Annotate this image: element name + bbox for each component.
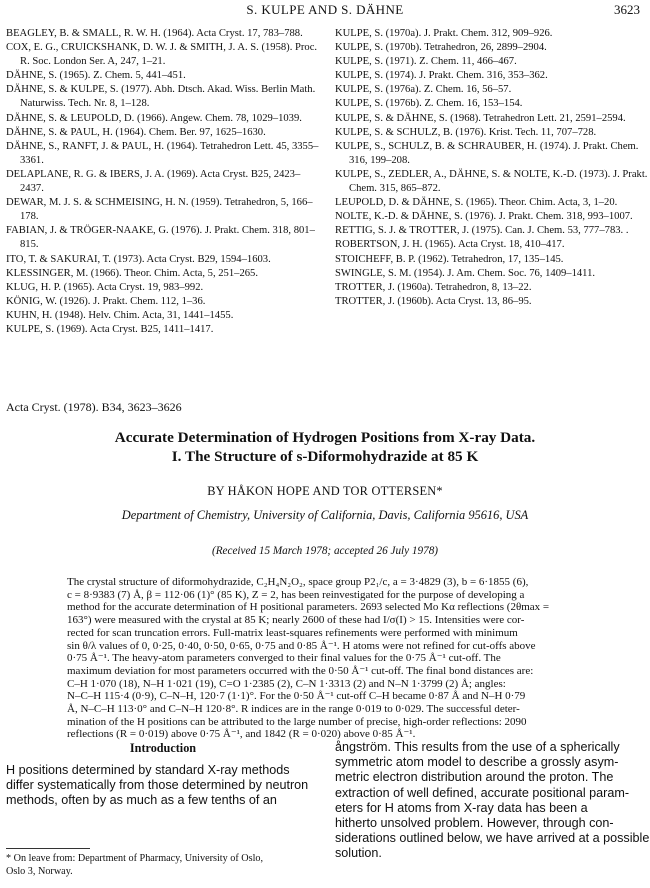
body-line: symmetric atom model to describe a grossly asym- — [335, 755, 619, 770]
reference-item: KULPE, S., ZEDLER, A., DÄHNE, S. & NOLTE, K.-D. (1973). J. Prakt. Chem. 315, 865–872. — [335, 168, 648, 195]
body-line: methods, often by as much as a few tenths of an — [6, 793, 277, 808]
received-dates: (Received 15 March 1978; accepted 26 July 1978) — [211, 545, 439, 557]
reference-item: KULPE, S. & SCHULZ, B. (1976). Krist. Tech. 11, 707–728. — [335, 126, 597, 138]
reference-item: STOICHEFF, B. P. (1962). Tetrahedron, 17, 135–145. — [335, 253, 564, 265]
abstract-line: C–H 1·070 (18), N–H 1·021 (19), C=O 1·2385 (2), C–N 1·3313 (2) and N–N 1·3799 (2) Å; angles: — [67, 677, 506, 690]
journal-reference: Acta Cryst. (1978). B34, 3623–3626 — [6, 400, 182, 414]
reference-item: FABIAN, J. & TRÖGER-NAAKE, G. (1976). J. Prakt. Chem. 318, 801–815. — [6, 225, 315, 251]
intro-right-column — [335, 740, 649, 862]
abstract-line: N–C–H 115·4 (0·9), C–N–H, 120·7 (1·1)°. For the 0·50 Å⁻¹ cut-off C–H became 0·87 Å and N–H 0·79 — [67, 690, 526, 703]
reference-item: DÄHNE, S., RANFT, J. & PAUL, H. (1964). Tetrahedron Lett. 45, 3355–3361. — [6, 140, 319, 166]
references-left-column — [6, 27, 320, 337]
body-line: H positions determined by standard X-ray methods — [6, 763, 290, 777]
abstract-line: 0·75 Å⁻¹. The heavy-atom parameters converged to their final values for the 0·75 Å⁻¹ cut-off. The — [67, 652, 501, 665]
reference-item: TROTTER, J. (1960b). Acta Cryst. 13, 86–95. — [335, 295, 532, 307]
abstract — [67, 576, 645, 741]
abstract-line: rected for scan truncation errors. Full-matrix least-squares refinements were performed with minimum — [67, 626, 518, 639]
footnote-divider — [6, 848, 90, 849]
footnote-line: * On leave from: Department of Pharmacy, University of Oslo, — [6, 853, 264, 864]
reference-item: BEAGLEY, B. & SMALL, R. W. H. (1964). Acta Cryst. 17, 783–788. — [6, 28, 303, 39]
reference-item: DÄHNE, S. & KULPE, S. (1977). Abh. Dtsch. Akad. Wiss. Berlin Math. Naturwiss. Tech. Nr. 8, 1–128. — [6, 84, 316, 110]
running-head — [0, 2, 650, 20]
reference-item: KUHN, H. (1948). Helv. Chim. Acta, 31, 1441–1455. — [6, 309, 234, 321]
reference-item: SWINGLE, S. M. (1954). J. Am. Chem. Soc. 76, 1409–1411. — [335, 267, 596, 279]
page-number: 3623 — [614, 2, 640, 17]
paper-title-line-2: I. The Structure of s-Diformohydrazide at 85 K — [171, 448, 479, 465]
abstract-line: Å, N–C–H 113·0° and C–N–H 120·8°. R indices are in the range 0·019 to 0·029. The successful deter- — [67, 703, 520, 716]
intro-left-column — [6, 763, 320, 809]
reference-item: DÄHNE, S. & LEUPOLD, D. (1966). Angew. Chem. 78, 1029–1039. — [6, 112, 302, 124]
body-line: solution. — [335, 846, 382, 861]
abstract-line: reflections (R = 0·019) above 0·75 Å⁻¹, and 1842 (R = 0·020) above 0·85 Å⁻¹. — [67, 728, 416, 741]
reference-item: ROBERTSON, J. H. (1965). Acta Cryst. 18, 410–417. — [335, 239, 565, 251]
reference-item: KULPE, S. (1971). Z. Chem. 11, 466–467. — [335, 56, 517, 68]
authors: BY HÅKON HOPE AND TOR OTTERSEN* — [207, 484, 443, 498]
abstract-line: c = 8·9383 (7) Å, β = 112·06 (1)° (85 K), Z = 2, has been reinvestigated for the purpose of developing a — [67, 588, 525, 601]
reference-item: COX, E. G., CRUICKSHANK, D. W. J. & SMITH, J. A. S. (1958). Proc. R. Soc. London Ser. A, 247, 1–21. — [6, 42, 318, 68]
footnote — [6, 852, 306, 878]
body-line: siderations outlined below, we have arrived at a possible — [335, 831, 650, 846]
body-line: differ systematically from those determined by neutron — [6, 778, 309, 793]
reference-item: KLUG, H. P. (1965). Acta Cryst. 19, 983–992. — [6, 281, 204, 293]
body-line: eters for H atoms from X-ray data has been a — [335, 800, 588, 815]
reference-item: KÖNIG, W. (1926). J. Prakt. Chem. 112, 1–36. — [6, 295, 206, 307]
reference-item: RETTIG, S. J. & TROTTER, J. (1975). Can. J. Chem. 53, 777–783. . — [335, 225, 629, 237]
reference-item: LEUPOLD, D. & DÄHNE, S. (1965). Theor. Chim. Acta, 3, 1–20. — [335, 197, 618, 209]
reference-item: KLESSINGER, M. (1966). Theor. Chim. Acta, 5, 251–265. — [6, 267, 258, 279]
footnote-line: Oslo 3, Norway. — [6, 866, 73, 877]
abstract-line: The crystal structure of diformohydrazide, C₂H₄N₂O₂, space group P2₁/c, a = 3·4829 (3), b = 6·1855 (6), — [67, 576, 529, 588]
reference-item: KULPE, S. (1974). J. Prakt. Chem. 316, 353–362. — [335, 70, 548, 82]
reference-item: DÄHNE, S. & PAUL, H. (1964). Chem. Ber. 97, 1625–1630. — [6, 126, 266, 138]
reference-item: TROTTER, J. (1960a). Tetrahedron, 8, 13–22. — [335, 281, 532, 293]
reference-item: KULPE, S. (1976a). Z. Chem. 16, 56–57. — [335, 84, 512, 96]
abstract-line: maximum deviation for most parameters occurred with the 0·50 Å⁻¹ cut-off. The final bond distances are: — [67, 664, 534, 677]
paper-title-line-1: Accurate Determination of Hydrogen Positions from X-ray Data. — [114, 429, 536, 446]
running-head-title: S. KULPE AND S. DÄHNE — [246, 2, 404, 17]
reference-item: KULPE, S. (1970a). J. Prakt. Chem. 312, 909–926. — [335, 28, 553, 39]
reference-item: DÄHNE, S. (1965). Z. Chem. 5, 441–451. — [6, 70, 186, 82]
abstract-line: 163°) were measured with the crystal at 85 K; nearly 2600 of these had I/σ(I) > 15. Intensities were cor- — [67, 614, 525, 627]
reference-item: KULPE, S. (1976b). Z. Chem. 16, 153–154. — [335, 98, 523, 110]
reference-item: KULPE, S. & DÄHNE, S. (1968). Tetrahedron Lett. 21, 2591–2594. — [335, 112, 626, 124]
reference-item: ITO, T. & SAKURAI, T. (1973). Acta Cryst. B29, 1594–1603. — [6, 253, 271, 265]
abstract-line: mination of the H positions can be attributed to the large number of precise, high-order reflections: 2090 — [67, 715, 527, 728]
reference-item: NOLTE, K.-D. & DÄHNE, S. (1976). J. Prakt. Chem. 318, 993–1007. — [335, 211, 633, 223]
reference-item: KULPE, S. (1969). Acta Cryst. B25, 1411–1417. — [6, 323, 214, 335]
section-heading: Introduction — [129, 741, 197, 755]
body-line: hitherto unsolved problem. However, through con- — [335, 816, 614, 831]
affiliation: Department of Chemistry, University of California, Davis, California 95616, USA — [121, 508, 529, 522]
paper-title — [0, 428, 650, 466]
reference-item: KULPE, S. (1970b). Tetrahedron, 26, 2899–2904. — [335, 42, 547, 54]
abstract-line: sin θ/λ values of 0, 0·25, 0·40, 0·50, 0·65, 0·75 and 0·85 Å⁻¹. H atoms were not refined for cut-offs above — [67, 639, 536, 652]
body-line: ångström. This results from the use of a spherically — [335, 740, 620, 754]
reference-item: KULPE, S., SCHULZ, B. & SCHRAUBER, H. (1974). J. Prakt. Chem. 316, 199–208. — [335, 140, 639, 166]
abstract-line: method for the accurate determination of H positional parameters. 2693 selected Mo Kα reflections (2θmax = — [67, 601, 550, 614]
references-right-column — [335, 27, 649, 309]
body-line: metric electron distribution around the proton. The — [335, 770, 614, 785]
reference-item: DEWAR, M. J. S. & SCHMEISING, H. N. (1959). Tetrahedron, 5, 166–178. — [6, 197, 313, 223]
reference-item: DELAPLANE, R. G. & IBERS, J. A. (1969). Acta Cryst. B25, 2423–2437. — [6, 168, 301, 195]
body-line: extraction of well defined, accurate positional param- — [335, 785, 630, 800]
